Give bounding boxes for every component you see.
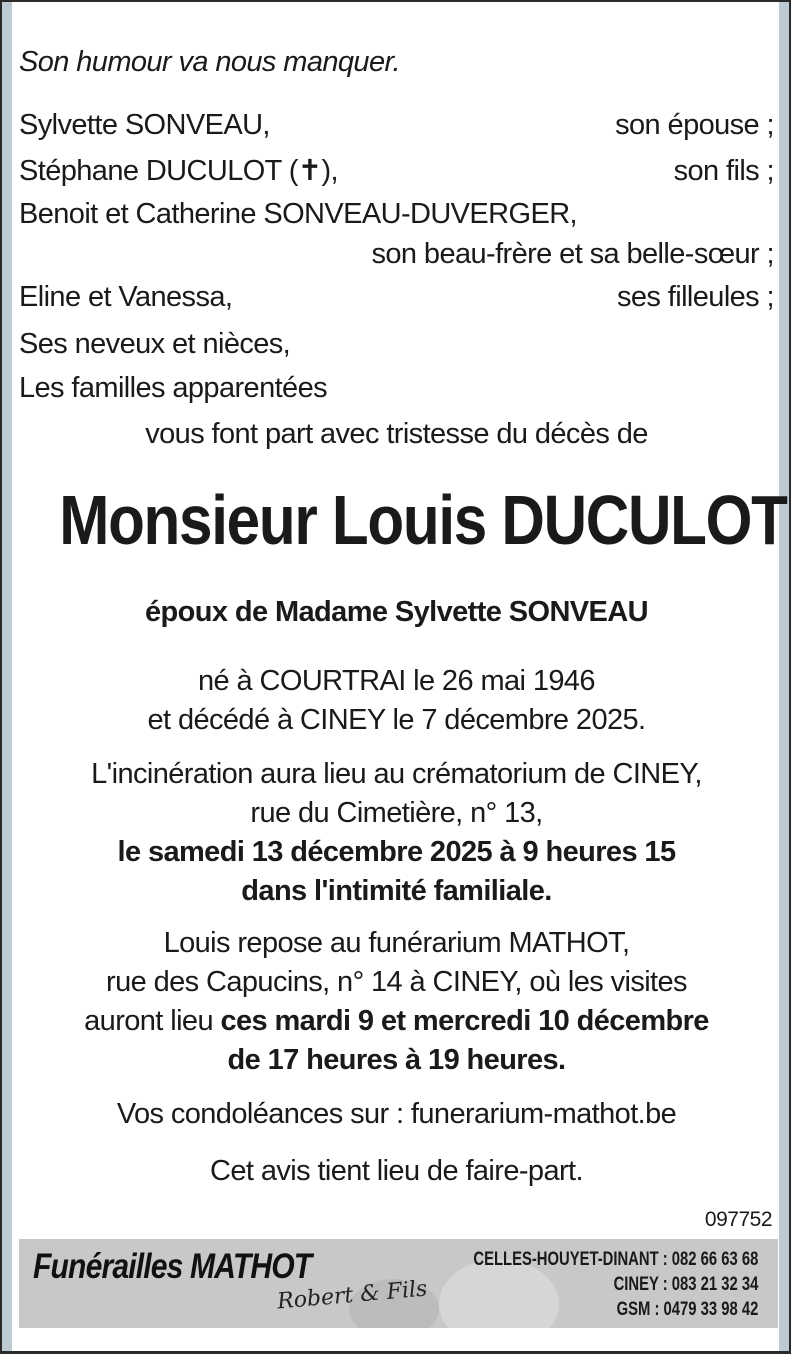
visits-hours: de 17 heures à 19 heures. bbox=[227, 1044, 566, 1076]
funeral-home-logo: Funérailles MATHOT bbox=[33, 1247, 312, 1286]
cremation-privacy: dans l'intimité familiale. bbox=[241, 875, 552, 907]
epigraph: Son humour va nous manquer. bbox=[19, 46, 400, 78]
cremation-line: L'incinération aura lieu au crématorium de CINEY, bbox=[91, 758, 702, 790]
reference-number: 097752 bbox=[704, 1208, 772, 1231]
family-line bbox=[19, 107, 774, 143]
death-line: et décédé à CINEY le 7 décembre 2025. bbox=[147, 704, 646, 736]
family-relation: son fils ; bbox=[673, 155, 774, 187]
frame-border bbox=[0, 0, 791, 2]
visits-dates: ces mardi 9 et mercredi 10 décembre bbox=[220, 1005, 709, 1037]
funeral-home-banner bbox=[19, 1239, 778, 1328]
spouse-line: époux de Madame Sylvette SONVEAU bbox=[145, 596, 648, 628]
deceased-name-block bbox=[0, 478, 791, 562]
family-name: Eline et Vanessa, bbox=[19, 281, 233, 313]
visits-line: rue des Capucins, n° 14 à CINEY, où les visites bbox=[106, 966, 687, 998]
visits-line bbox=[19, 1003, 774, 1039]
cremation-line: rue du Cimetière, n° 13, bbox=[250, 797, 543, 829]
cremation-date: le samedi 13 décembre 2025 à 9 heures 15 bbox=[117, 836, 676, 868]
side-strip bbox=[2, 2, 12, 1351]
birth-line: né à COURTRAI le 26 mai 1946 bbox=[198, 665, 595, 697]
contact-list bbox=[473, 1247, 758, 1322]
contact-phone: CINEY : 083 21 32 34 bbox=[613, 1274, 758, 1295]
visits-text: auront lieu bbox=[84, 1005, 221, 1037]
contact-phone: CELLES-HOUYET-DINANT : 082 66 63 68 bbox=[473, 1249, 758, 1270]
family-name: Stéphane DUCULOT (✝), bbox=[19, 155, 339, 187]
family-line bbox=[19, 279, 774, 315]
visits-line: Louis repose au funérarium MATHOT, bbox=[163, 927, 630, 959]
family-relation: son beau-frère et sa belle-sœur ; bbox=[371, 238, 774, 270]
family-line bbox=[19, 153, 774, 189]
contact-phone: GSM : 0479 33 98 42 bbox=[616, 1299, 758, 1320]
deceased-name: Monsieur Louis DUCULOT bbox=[59, 481, 787, 559]
funeral-home-subtitle: Robert & Fils bbox=[276, 1276, 429, 1315]
family-name: Sylvette SONVEAU, bbox=[19, 109, 270, 141]
family-relation: son épouse ; bbox=[615, 109, 774, 141]
family-name: Benoit et Catherine SONVEAU-DUVERGER, bbox=[19, 198, 578, 230]
side-strip bbox=[779, 2, 789, 1351]
family-name: Les familles apparentées bbox=[19, 372, 328, 404]
family-relation: ses filleules ; bbox=[616, 281, 774, 313]
notice-line: Cet avis tient lieu de faire-part. bbox=[210, 1155, 583, 1187]
condolences-link[interactable]: Vos condoléances sur : funerarium-mathot.be bbox=[116, 1098, 677, 1130]
family-name: Ses neveux et nièces, bbox=[19, 328, 291, 360]
announcement: vous font part avec tristesse du décès de bbox=[145, 418, 648, 450]
